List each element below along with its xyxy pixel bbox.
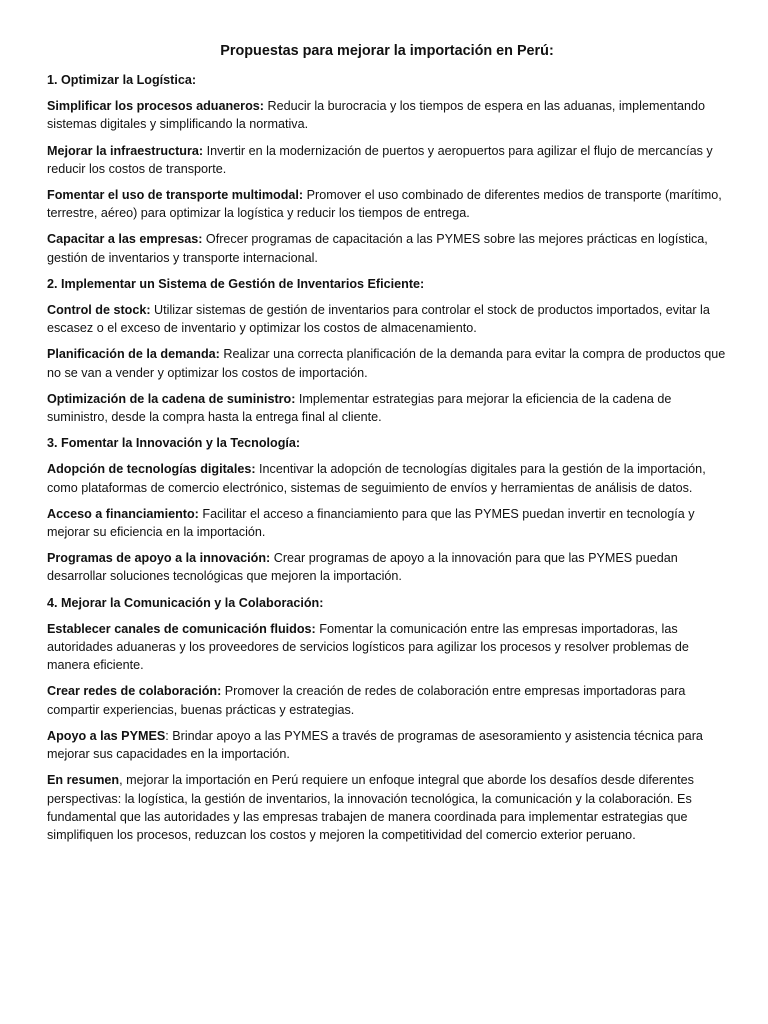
paragraph-capacitar-empresas (47, 230, 727, 266)
paragraph-label: Optimización de la cadena de suministro: (47, 391, 296, 406)
paragraph-label: Apoyo a las PYMES (47, 728, 166, 743)
paragraph-text: Reducir la burocracia y los tiempos de espera en las aduanas, implementando sistemas digitales y simplificando la normativa. (47, 99, 705, 132)
section-heading-inventarios: 2. Implementar un Sistema de Gestión de Inventarios Eficiente: (47, 276, 425, 291)
paragraph-text: Implementar estrategias para mejorar la eficiencia de la cadena de suministro, desde la compra hasta la entrega final al cliente. (47, 391, 672, 425)
paragraph-text: , mejorar la importación en Perú requiere un enfoque integral que aborde los desafíos desde diferentes perspectivas: la logística, la gestión de inventarios, la innovación tecnológica, la comunicación y la colaboración. Es fundamental que las autoridades y las empresas trabajen de manera coordinada para implementar estrategias que simplifiquen los procesos, reduzcan los costos y mejoren la competitividad del comercio exterior peruano. (47, 773, 694, 842)
paragraph-apoyo-innovacion (47, 549, 727, 585)
paragraph-label: Mejorar la infraestructura: (47, 143, 204, 158)
paragraph-label: Establecer canales de comunicación fluidos: (47, 621, 316, 636)
paragraph-label: Capacitar a las empresas: (47, 232, 203, 247)
paragraph-redes-colaboracion (47, 682, 727, 718)
paragraph-text: Promover la creación de redes de colaboración entre empresas importadoras para compartir experiencias, buenas prácticas y estrategias. (47, 684, 686, 717)
paragraph-text: Fomentar la comunicación entre las empresas importadoras, las autoridades aduaneras y los proveedores de servicios logísticos para agilizar los procesos y resolver problemas de manera eficiente. (47, 621, 689, 673)
paragraph-tecnologias-digitales (47, 460, 727, 496)
section-heading-comunicacion: 4. Mejorar la Comunicación y la Colaboración: (47, 595, 324, 610)
paragraph-text: Utilizar sistemas de gestión de inventarios para controlar el stock de productos importados, evitar la escasez o el exceso de inventario y optimizar los costos de almacenamiento. (47, 303, 710, 336)
paragraph-acceso-financiamiento (47, 505, 727, 541)
paragraph-infraestructura (47, 142, 727, 178)
paragraph-label: Fomentar el uso de transporte multimodal: (47, 188, 304, 203)
paragraph-apoyo-pymes (47, 727, 727, 763)
paragraph-text: : Brindar apoyo a las PYMES a través de programas de asesoramiento y asistencia técnica para mejorar sus capacidades en la importación. (47, 728, 703, 762)
paragraph-conclusion (47, 771, 727, 844)
paragraph-procesos-aduaneros (47, 97, 727, 133)
paragraph-label: Acceso a financiamiento: (47, 506, 199, 521)
paragraph-text: Realizar una correcta planificación de la demanda para evitar la compra de productos que no se van a vender y optimizar los costos de importación. (47, 347, 726, 380)
paragraph-label: Programas de apoyo a la innovación: (47, 551, 271, 566)
paragraph-label: En resumen (47, 773, 120, 788)
paragraph-text: Incentivar la adopción de tecnologías digitales para la gestión de la importación, como plataformas de comercio electrónico, sistemas de seguimiento de envíos y herramientas de análisis de datos. (47, 462, 706, 495)
paragraph-control-stock (47, 301, 727, 337)
paragraph-cadena-suministro (47, 390, 727, 426)
document-page (47, 42, 727, 852)
document-title: Propuestas para mejorar la importación en Perú: (220, 43, 554, 59)
paragraph-label: Simplificar los procesos aduaneros: (47, 99, 264, 114)
paragraph-planificacion-demanda (47, 345, 727, 381)
paragraph-label: Adopción de tecnologías digitales: (47, 462, 256, 477)
paragraph-text: Crear programas de apoyo a la innovación para que las PYMES puedan desarrollar soluciones tecnológicas que mejoren la importación. (47, 551, 678, 584)
paragraph-text: Invertir en la modernización de puertos y aeropuertos para agilizar el flujo de mercancías y reducir los costos de transporte. (47, 143, 713, 176)
paragraph-label: Crear redes de colaboración: (47, 684, 222, 699)
paragraph-canales-comunicacion (47, 620, 727, 675)
paragraph-transporte-multimodal (47, 186, 727, 222)
paragraph-text: Ofrecer programas de capacitación a las PYMES sobre las mejores prácticas en logística, gestión de inventarios y transporte internacional. (47, 232, 708, 265)
paragraph-text: Facilitar el acceso a financiamiento para que las PYMES puedan invertir en tecnología y mejorar su eficiencia en la importación. (47, 506, 695, 540)
section-heading-innovacion: 3. Fomentar la Innovación y la Tecnología: (47, 436, 301, 451)
section-heading-logistica: 1. Optimizar la Logística: (47, 73, 197, 87)
paragraph-label: Control de stock: (47, 303, 151, 318)
paragraph-text: Promover el uso combinado de diferentes medios de transporte (marítimo, terrestre, aéreo) para optimizar la logística y reducir los tiempos de entrega. (47, 188, 722, 221)
paragraph-label: Planificación de la demanda: (47, 347, 220, 362)
